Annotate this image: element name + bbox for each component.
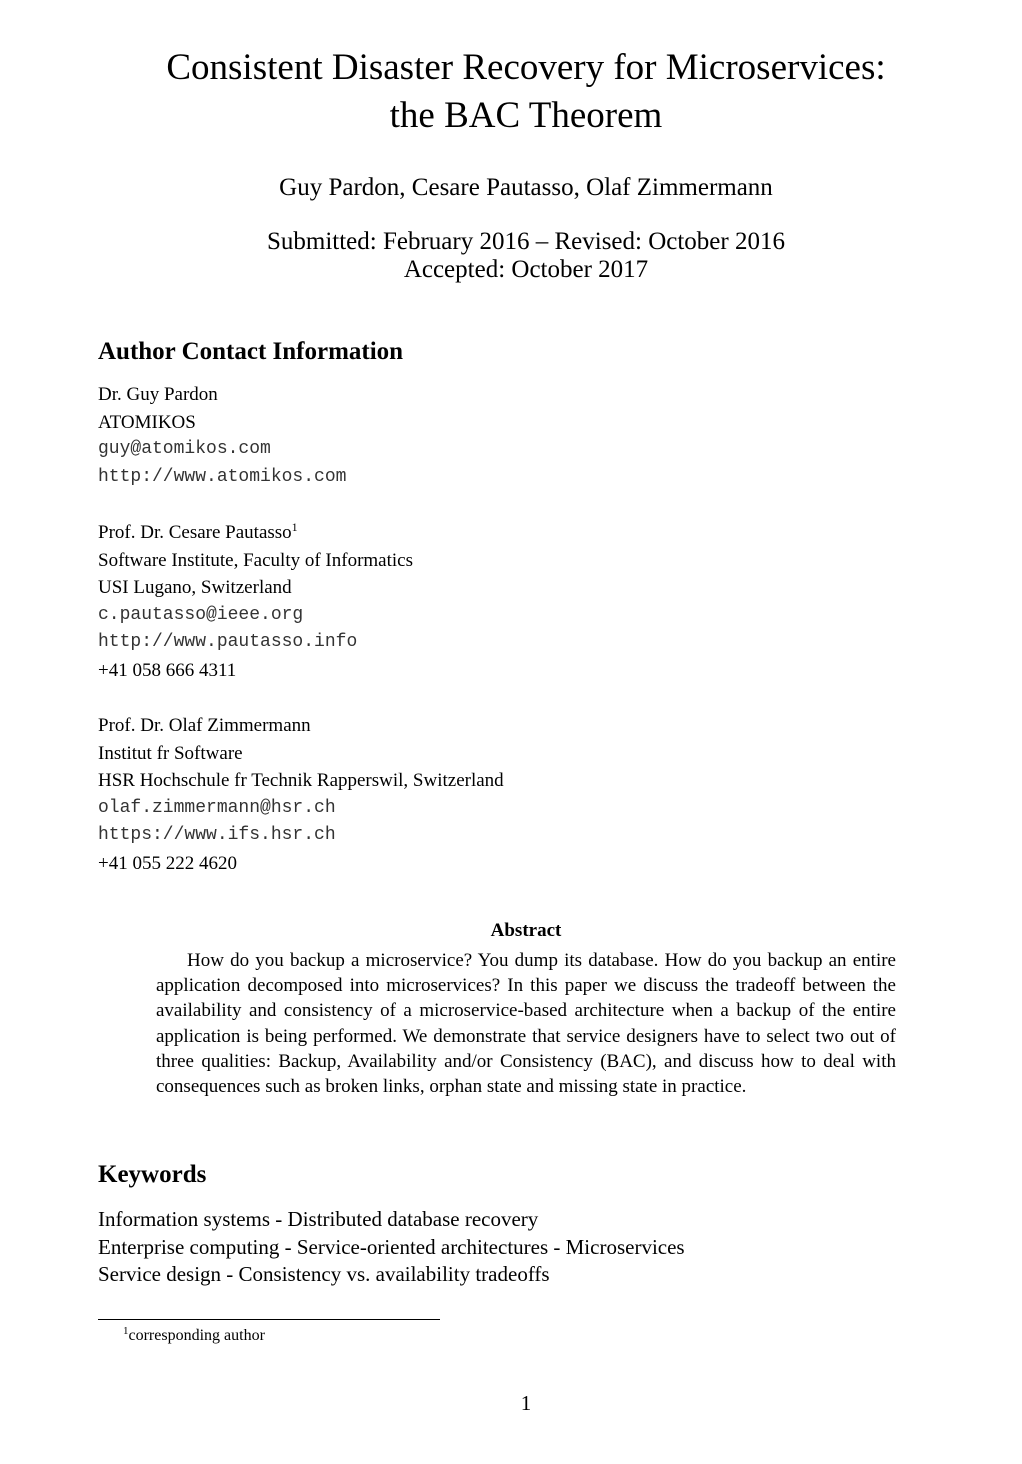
- submitted-revised-dates: Submitted: February 2016 – Revised: October 2016: [267, 228, 785, 255]
- paper-title-line-2: the BAC Theorem: [389, 95, 663, 136]
- abstract-text: How do you backup a microservice? You dump its database. How do you backup an entire application decomposed into microservices? In this paper we discuss the tradeoff between the availability and consistency of a microservice-based architecture when a backup of the entire application is being performed. We demonstrate that service designers have to select two out of three qualities: Backup, Availability and/or Consistency (BAC), and discuss how to deal with consequences such as broken links, orphan state and missing state in practice.: [156, 950, 896, 1098]
- keyword-line: Service design - Consistency vs. availability tradeoffs: [98, 1262, 550, 1287]
- footnote-number: 1: [123, 1325, 129, 1337]
- paper-title: [60, 44, 992, 140]
- author-affiliation-institution: USI Lugano, Switzerland: [98, 577, 292, 599]
- author-contact-zimmermann: [98, 712, 504, 878]
- author-phone: +41 058 666 4311: [98, 659, 237, 681]
- author-contact-pardon: [98, 381, 346, 491]
- author-url[interactable]: http://www.atomikos.com: [98, 466, 347, 487]
- keywords-list: [98, 1206, 685, 1289]
- author-email[interactable]: guy@atomikos.com: [98, 439, 271, 460]
- accepted-date: Accepted: October 2017: [403, 256, 649, 283]
- footnote-marker[interactable]: 1: [291, 520, 298, 534]
- author-url[interactable]: https://www.ifs.hsr.ch: [98, 825, 336, 846]
- submission-dates: [60, 228, 992, 284]
- contact-heading: Author Contact Information: [98, 338, 404, 365]
- author-contact-pautasso: [98, 519, 413, 685]
- keyword-line: Information systems - Distributed database recovery: [98, 1207, 539, 1231]
- abstract-heading: Abstract: [490, 920, 562, 941]
- author-name-line: [98, 519, 413, 547]
- keyword-line: Enterprise computing - Service-oriented architectures - Microservices: [98, 1234, 685, 1259]
- paper-title-line-1: Consistent Disaster Recovery for Microservices:: [166, 47, 886, 88]
- footnote-divider: [98, 1319, 440, 1320]
- footnote: [123, 1325, 265, 1347]
- author-email[interactable]: olaf.zimmermann@hsr.ch: [98, 797, 336, 818]
- author-affiliation-department: Institut fr Software: [98, 742, 243, 764]
- author-url[interactable]: http://www.pautasso.info: [98, 632, 358, 653]
- footnote-text: corresponding author: [128, 1327, 265, 1344]
- author-email[interactable]: c.pautasso@ieee.org: [98, 604, 304, 625]
- author-name: Prof. Dr. Olaf Zimmermann: [98, 715, 311, 736]
- author-name: Dr. Guy Pardon: [98, 384, 218, 405]
- author-list: Guy Pardon, Cesare Pautasso, Olaf Zimmermann: [279, 174, 773, 201]
- page-number: 1: [520, 1391, 532, 1415]
- keywords-heading: Keywords: [98, 1161, 207, 1188]
- author-affiliation-department: Software Institute, Faculty of Informatics: [98, 549, 414, 571]
- author-affiliation-institution: HSR Hochschule fr Technik Rapperswil, Switzerland: [98, 770, 504, 792]
- author-name: Prof. Dr. Cesare Pautasso: [98, 522, 292, 543]
- author-affiliation: ATOMIKOS: [98, 411, 196, 433]
- author-phone: +41 055 222 4620: [98, 852, 237, 874]
